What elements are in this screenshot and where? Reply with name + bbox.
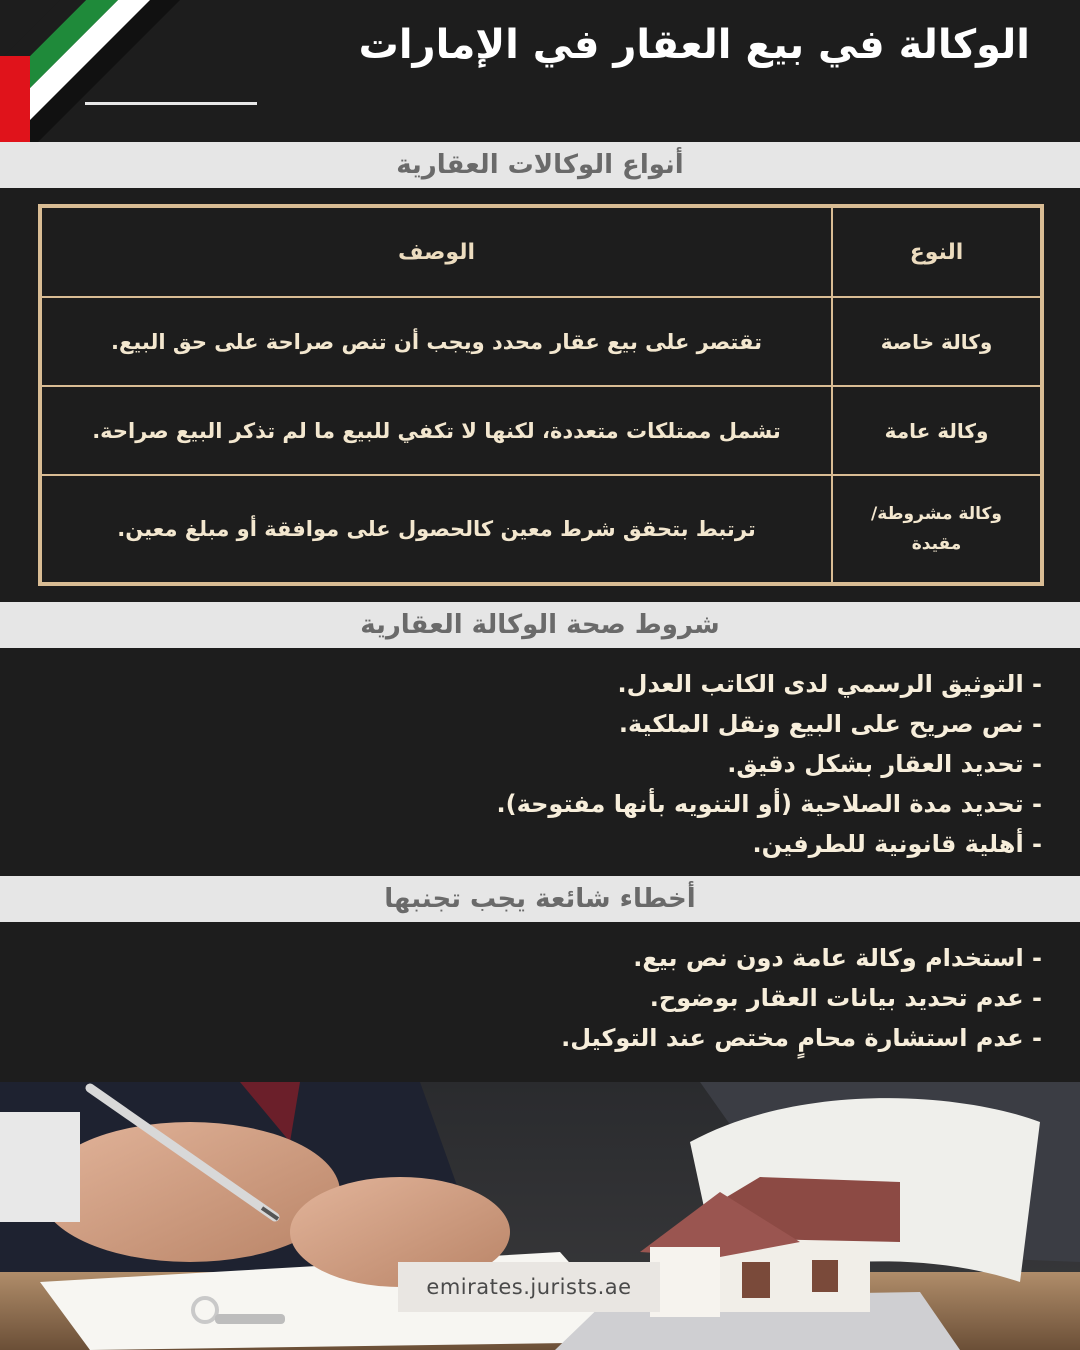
conditions-list [42, 664, 1042, 864]
table-header-description: الوصف [41, 207, 832, 297]
table-cell-description: تشمل ممتلكات متعددة، لكنها لا تكفي للبيع ما لم تذكر البيع صراحة. [41, 386, 832, 475]
table-cell-description: ترتبط بتحقق شرط معين كالحصول على موافقة أو مبلغ معين. [41, 475, 832, 583]
list-item: - استخدام وكالة عامة دون نص بيع. [633, 944, 1042, 972]
list-item: - عدم تحديد بيانات العقار بوضوح. [649, 984, 1042, 1012]
section-title: شروط صحة الوكالة العقارية [360, 610, 720, 640]
list-item: - أهلية قانونية للطرفين. [752, 830, 1042, 858]
section-header-types [0, 142, 1080, 188]
section-header-conditions [0, 602, 1080, 648]
table-cell-type: وكالة مشروطة/ مقيدة [832, 475, 1041, 583]
mistakes-list [42, 938, 1042, 1058]
list-item: - عدم استشارة محامٍ مختص عند التوكيل. [561, 1024, 1042, 1052]
section-title: أخطاء شائعة يجب تجنبها [384, 884, 696, 914]
list-item: - تحديد العقار بشكل دقيق. [727, 750, 1042, 778]
table-header-type: النوع [832, 207, 1041, 297]
title-underline [85, 102, 257, 105]
table-cell-type: وكالة خاصة [832, 297, 1041, 386]
website-badge[interactable]: emirates.jurists.ae [398, 1262, 660, 1312]
section-title: أنواع الوكالات العقارية [396, 150, 684, 180]
page-title: الوكالة في بيع العقار في الإمارات [358, 22, 1030, 68]
list-item: - التوثيق الرسمي لدى الكاتب العدل. [617, 670, 1042, 698]
list-item: - نص صريح على البيع ونقل الملكية. [618, 710, 1042, 738]
list-item: - تحديد مدة الصلاحية (أو التنويه بأنها مفتوحة). [496, 790, 1042, 818]
section-header-mistakes [0, 876, 1080, 922]
table-cell-type: وكالة عامة [832, 386, 1041, 475]
agency-types-table [38, 204, 1044, 586]
table-cell-description: تقتصر على بيع عقار محدد ويجب أن تنص صراحة على حق البيع. [41, 297, 832, 386]
